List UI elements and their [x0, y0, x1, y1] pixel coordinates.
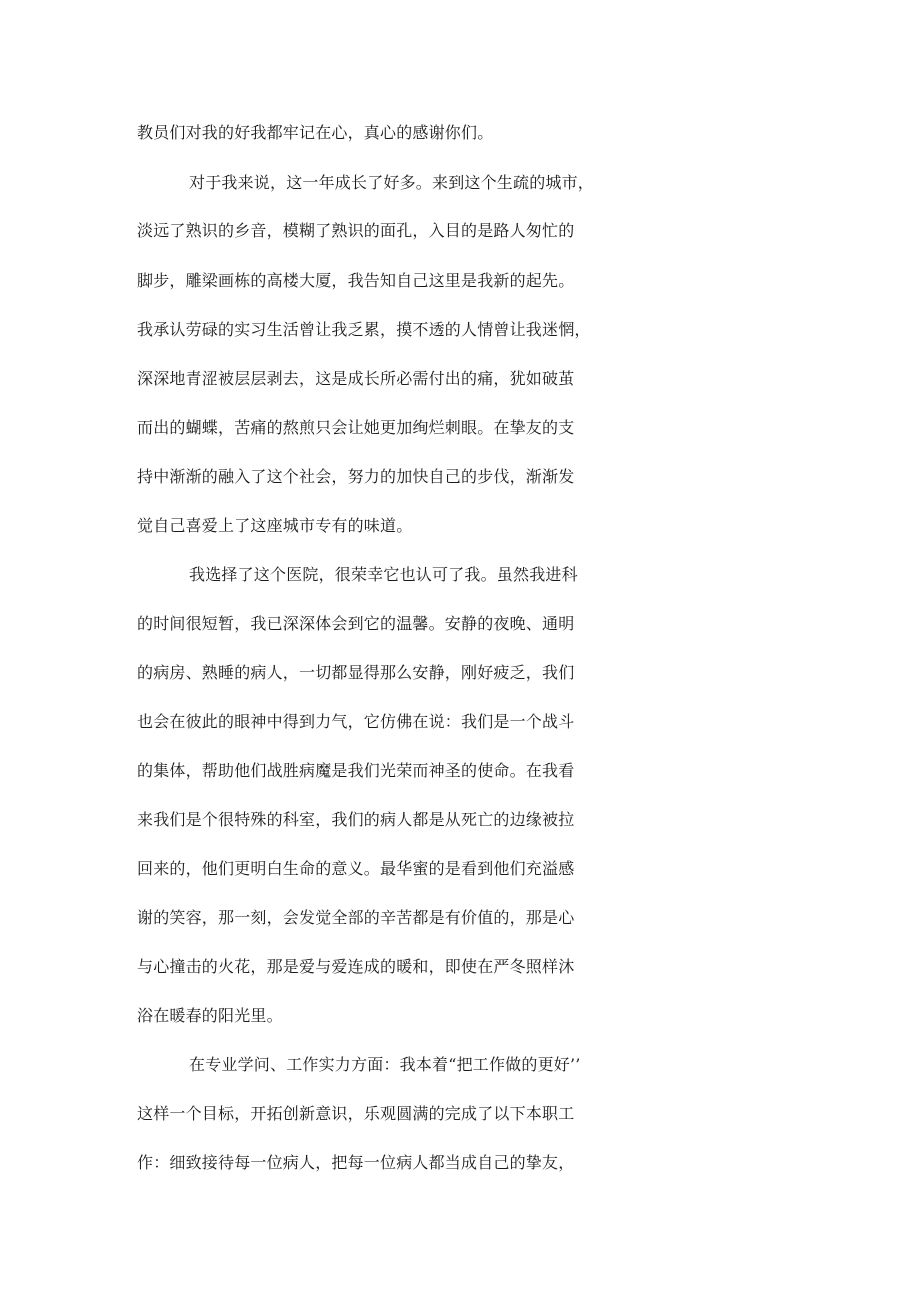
text-line: 深深地青涩被层层剥去，这是成长所必需付出的痛，犹如破茧 — [137, 369, 575, 388]
text-line: 也会在彼此的眼神中得到力气，它仿佛在说：我们是一个战斗 — [137, 712, 575, 731]
text-line: 这样一个目标，开拓创新意识，乐观圆满的完成了以下本职工 — [137, 1104, 575, 1123]
text-line: 觉自己喜爱上了这座城市专有的味道。 — [137, 516, 413, 535]
text-line: 的集体，帮助他们战胜病魔是我们光荣而神圣的使命。在我看 — [137, 761, 575, 780]
text-line: 谢的笑容，那一刻，会发觉全部的辛苦都是有价值的，那是心 — [137, 908, 575, 927]
text-line: 而出的蝴蝶，苦痛的熬煎只会让她更加绚烂刺眼。在挚友的支 — [137, 418, 575, 437]
text-line: 脚步，雕梁画栋的高楼大厦，我告知自己这里是我新的起先。 — [137, 271, 575, 290]
text-line: 与心撞击的火花，那是爱与爱连成的暖和，即使在严冬照样沐 — [137, 957, 575, 976]
text-line: 的病房、熟睡的病人，一切都显得那么安静，刚好疲乏，我们 — [137, 663, 575, 682]
text-line: 来我们是个很特殊的科室，我们的病人都是从死亡的边缘被拉 — [137, 810, 575, 829]
text-line: 浴在暖春的阳光里。 — [137, 1006, 283, 1025]
paragraph-first-line: 对于我来说，这一年成长了好多。来到这个生疏的城市， — [189, 173, 595, 192]
paragraph-first-line: 在专业学问、工作实力方面：我本着“把工作做的更好’’ — [189, 1055, 581, 1074]
text-line: 作：细致接待每一位病人，把每一位病人都当成自己的挚友， — [137, 1153, 575, 1172]
text-line: 的时间很短暂，我已深深体会到它的温馨。安静的夜晚、通明 — [137, 614, 575, 633]
text-line: 回来的，他们更明白生命的意义。最华蜜的是看到他们充溢感 — [137, 859, 575, 878]
paragraph-first-line: 我选择了这个医院，很荣幸它也认可了我。虽然我进科 — [189, 565, 578, 584]
text-line: 教员们对我的好我都牢记在心，真心的感谢你们。 — [137, 123, 494, 142]
text-line: 持中渐渐的融入了这个社会，努力的加快自己的步伐，渐渐发 — [137, 467, 575, 486]
text-line: 我承认劳碌的实习生活曾让我乏累，摸不透的人情曾让我迷惘， — [137, 320, 591, 339]
text-line: 淡远了熟识的乡音，模糊了熟识的面孔，入目的是路人匆忙的 — [137, 221, 575, 240]
